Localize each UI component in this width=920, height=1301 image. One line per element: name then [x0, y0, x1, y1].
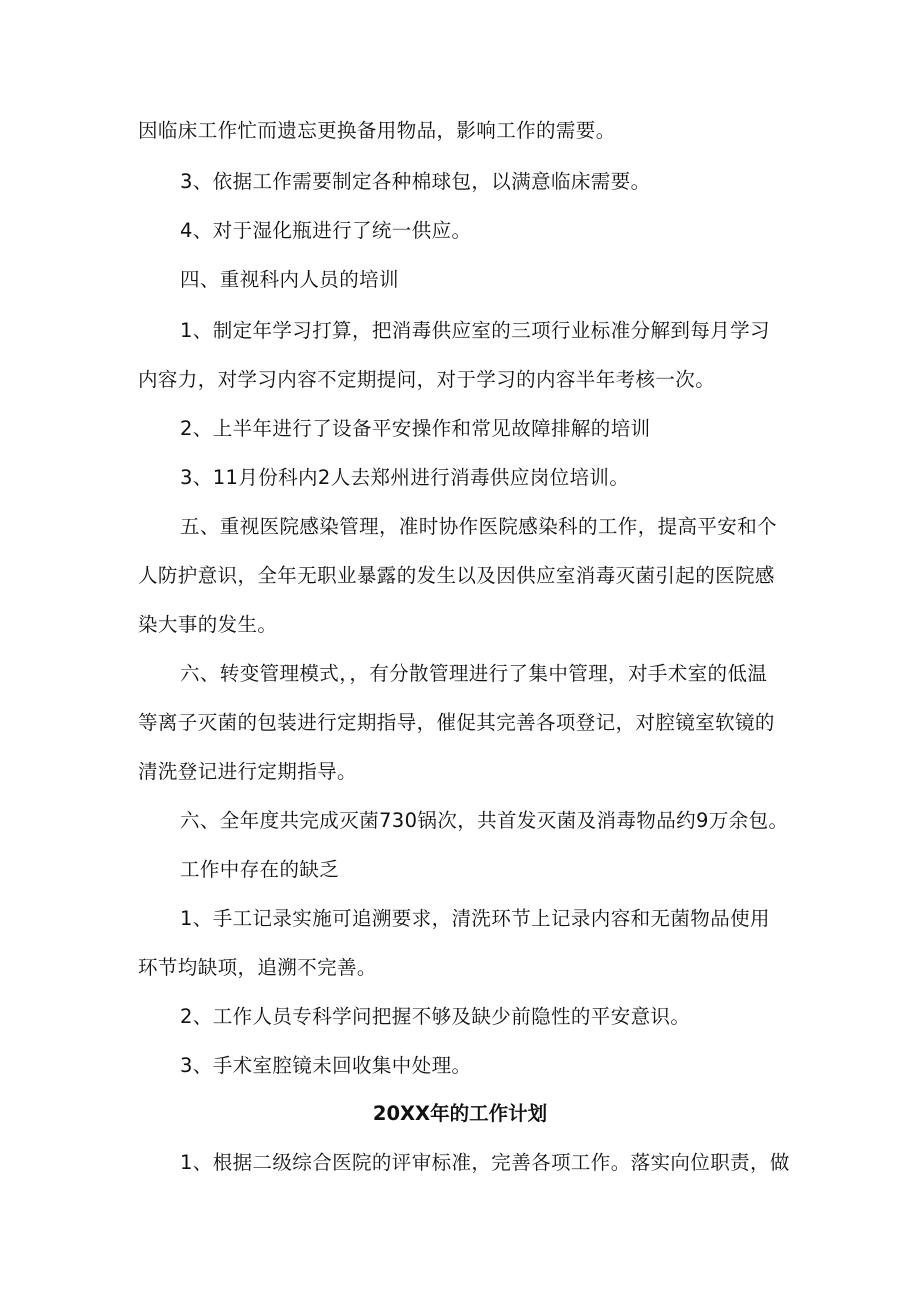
- paragraph-line: 人防护意识，全年无职业暴露的发生以及因供应室消毒灭菌引起的医院感: [138, 564, 775, 587]
- paragraph-line: 1、制定年学习打算，把消毒供应室的三项行业标准分解到每月学习: [180, 319, 770, 342]
- section-heading: 四、重视科内人员的培训: [180, 268, 399, 291]
- paragraph-line: 3、依据工作需要制定各种棉球包，以满意临床需要。: [180, 170, 651, 193]
- paragraph-line: 五、重视医院感染管理，准时协作医院感染科的工作，提高平安和个: [180, 515, 778, 538]
- paragraph-line: 4、对于湿化瓶进行了统一供应。: [180, 219, 472, 242]
- paragraph-line: 3、手术室腔镜未回收集中处理。: [180, 1054, 472, 1077]
- paragraph-line: 清洗登记进行定期指导。: [138, 760, 357, 783]
- paragraph-line: 环节均缺项，追溯不完善。: [138, 956, 377, 979]
- paragraph-line: 1、根据二级综合医院的评审标准，完善各项工作。落实向位职责，做: [180, 1151, 790, 1174]
- paragraph-line: 2、工作人员专科学问把握不够及缺少前隐性的平安意识。: [180, 1005, 691, 1028]
- paragraph-line: 1、手工记录实施可追溯要求，清洗环节上记录内容和无菌物品使用: [180, 907, 770, 930]
- paragraph-line: 六、全年度共完成灭菌730锅次，共首发灭菌及消毒物品约9万余包。: [180, 809, 789, 832]
- paragraph-line: 内容力，对学习内容不定期提问，对于学习的内容半年考核一次。: [138, 368, 716, 391]
- paragraph-line: 染大事的发生。: [138, 613, 278, 636]
- paragraph-line: 因临床工作忙而遗忘更换备用物品，影响工作的需要。: [138, 119, 616, 142]
- paragraph-line: 六、转变管理模式，，有分散管理进行了集中管理，对手术室的低温: [180, 662, 768, 685]
- paragraph-line: 3、11月份科内2人去郑州进行消毒供应岗位培训。: [180, 466, 630, 489]
- section-heading: 工作中存在的缺乏: [180, 858, 340, 881]
- paragraph-line: 等离子灭菌的包装进行定期指导，催促其完善各项登记，对腔镜室软镜的: [138, 711, 775, 734]
- plan-heading: 20XX年的工作计划: [372, 1102, 548, 1125]
- paragraph-line: 2、上半年进行了设备平安操作和常见故障排解的培训: [180, 417, 651, 440]
